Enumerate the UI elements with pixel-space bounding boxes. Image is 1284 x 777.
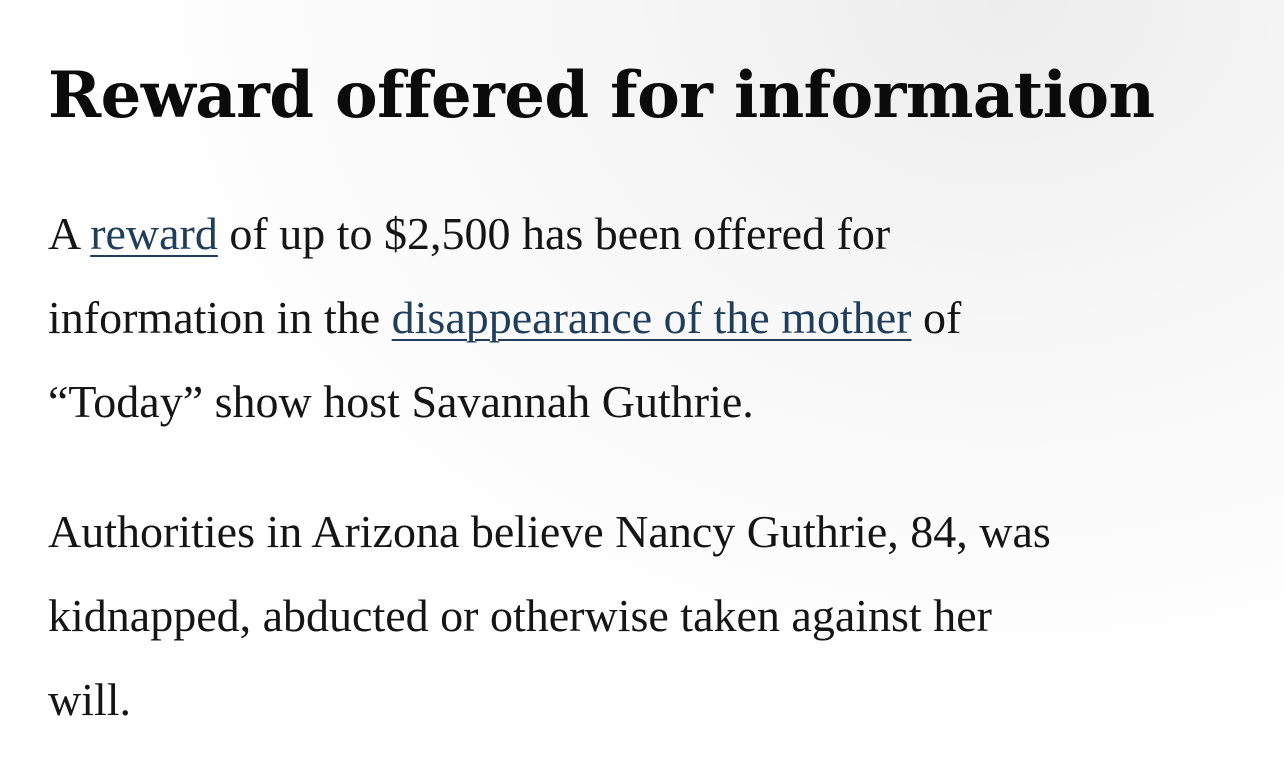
paragraph-text: information in the [48, 292, 392, 343]
article-headline: Reward offered for information [48, 58, 1155, 133]
paragraph-line [48, 360, 1244, 444]
paragraph-text: of [911, 292, 962, 343]
paragraph-line: kidnapped, abducted or otherwise taken against her [48, 590, 992, 641]
paragraph-reward [48, 192, 1244, 444]
paragraph-line [48, 276, 1244, 360]
disappearance-link[interactable]: disappearance of the mother [391, 292, 912, 343]
paragraph-line: Authorities in Arizona believe Nancy Guthrie, 84, was [48, 506, 1051, 557]
paragraph-line [48, 192, 1244, 276]
paragraph-text: A [48, 208, 91, 259]
paragraph-authorities [48, 490, 1244, 742]
paragraph-text: of up to $2,500 has been offered for [217, 208, 891, 259]
reward-link[interactable]: reward [90, 208, 218, 259]
paragraph-text: “Today” show host Savannah Guthrie. [48, 376, 754, 427]
paragraph-line: will. [48, 674, 132, 725]
